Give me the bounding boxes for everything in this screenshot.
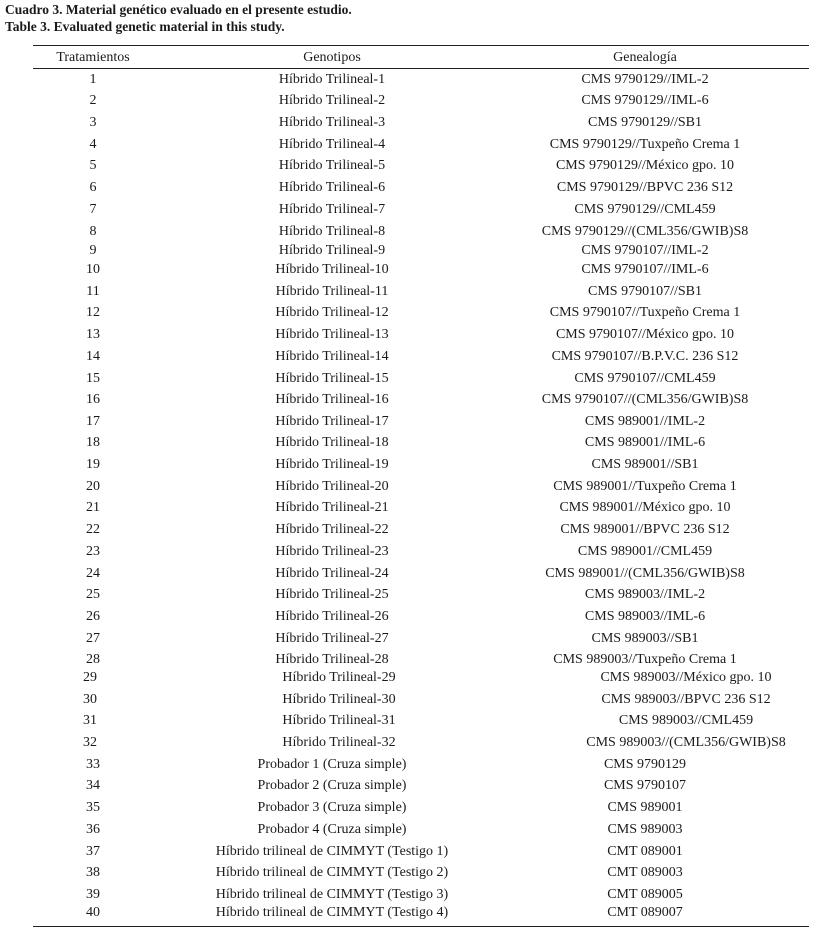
cell-tratamiento: 34 — [86, 778, 100, 793]
cell-genotipo: Híbrido Trilineal-18 — [275, 435, 389, 450]
cell-genealogia: CMS 9790107//México gpo. 10 — [555, 327, 735, 342]
cell-tratamiento: 16 — [86, 392, 100, 407]
cell-genotipo: Híbrido Trilineal-14 — [275, 349, 389, 364]
cell-genealogia: CMS 989003//SB1 — [591, 631, 699, 646]
cell-genotipo: Híbrido Trilineal-10 — [275, 262, 389, 277]
header-tratamientos: Tratamientos — [56, 50, 130, 65]
cell-genealogia: CMS 9790129//IML-6 — [581, 93, 709, 108]
cell-genotipo: Híbrido Trilineal-1 — [278, 72, 386, 87]
cell-genealogia: CMS 989001//México gpo. 10 — [559, 500, 731, 515]
cell-genotipo: Híbrido Trilineal-16 — [275, 392, 389, 407]
cell-genotipo: Híbrido Trilineal-22 — [275, 522, 389, 537]
cell-genotipo: Híbrido Trilineal-5 — [278, 158, 386, 173]
cell-tratamiento: 32 — [83, 735, 97, 750]
cell-genotipo: Híbrido Trilineal-17 — [275, 414, 389, 429]
cell-genotipo: Híbrido Trilineal-3 — [278, 115, 386, 130]
cell-tratamiento: 22 — [86, 522, 100, 537]
cell-genotipo: Híbrido Trilineal-30 — [282, 692, 396, 707]
cell-genealogia: CMS 989003//Tuxpeño Crema 1 — [553, 652, 737, 667]
cell-tratamiento: 40 — [86, 905, 100, 920]
cell-tratamiento: 13 — [86, 327, 100, 342]
header-genotipos: Genotipos — [303, 50, 361, 65]
cell-genealogia: CMS 9790107//CML459 — [574, 371, 716, 386]
cell-genealogia: CMT 089005 — [607, 887, 683, 902]
cell-genotipo: Híbrido trilineal de CIMMYT (Testigo 3) — [215, 887, 449, 902]
cell-tratamiento: 10 — [86, 262, 100, 277]
cell-genotipo: Híbrido Trilineal-27 — [275, 631, 389, 646]
cell-genealogia: CMT 089007 — [607, 905, 683, 920]
cell-genotipo: Híbrido Trilineal-7 — [278, 202, 386, 217]
cell-genotipo: Híbrido Trilineal-19 — [275, 457, 389, 472]
cell-genealogia: CMS 9790107//IML-2 — [581, 243, 709, 258]
cell-genealogia: CMS 989001//IML-6 — [584, 435, 706, 450]
cell-tratamiento: 37 — [86, 844, 100, 859]
cell-genealogia: CMS 989003//IML-6 — [584, 609, 706, 624]
cell-genealogia: CMS 989001//SB1 — [591, 457, 699, 472]
cell-genotipo: Híbrido Trilineal-24 — [275, 566, 389, 581]
cell-tratamiento: 25 — [86, 587, 100, 602]
cell-tratamiento: 35 — [86, 800, 100, 815]
cell-tratamiento: 7 — [89, 202, 97, 217]
cell-genealogia: CMS 989001//BPVC 236 S12 — [560, 522, 730, 537]
cell-genealogia: CMS 9790129//(CML356/GWIB)S8 — [541, 224, 749, 239]
cell-genealogia: CMS 9790129//BPVC 236 S12 — [556, 180, 734, 195]
cell-genotipo: Híbrido Trilineal-21 — [275, 500, 389, 515]
cell-genealogia: CMS 9790129 — [603, 757, 687, 772]
caption-english: Table 3. Evaluated genetic material in this study. — [5, 19, 285, 34]
cell-genotipo: Híbrido trilineal de CIMMYT (Testigo 4) — [215, 905, 449, 920]
cell-genotipo: Probador 3 (Cruza simple) — [257, 800, 407, 815]
cell-genealogia: CMS 989003//CML459 — [618, 713, 754, 728]
cell-tratamiento: 28 — [86, 652, 100, 667]
cell-genotipo: Híbrido Trilineal-9 — [278, 243, 386, 258]
cell-genotipo: Híbrido trilineal de CIMMYT (Testigo 2) — [215, 865, 449, 880]
cell-tratamiento: 8 — [89, 224, 97, 239]
table-bottom-rule — [33, 926, 809, 927]
cell-genealogia: CMS 9790107//B.P.V.C. 236 S12 — [551, 349, 739, 364]
cell-genealogia: CMT 089001 — [607, 844, 683, 859]
cell-tratamiento: 12 — [86, 305, 100, 320]
cell-tratamiento: 14 — [86, 349, 100, 364]
caption-spanish: Cuadro 3. Material genético evaluado en el presente estudio. — [5, 2, 352, 17]
cell-tratamiento: 2 — [89, 93, 97, 108]
cell-tratamiento: 33 — [86, 757, 100, 772]
cell-genotipo: Híbrido Trilineal-2 — [278, 93, 386, 108]
cell-genotipo: Híbrido Trilineal-29 — [282, 670, 396, 685]
cell-genealogia: CMS 989003//México gpo. 10 — [600, 670, 772, 685]
cell-genotipo: Híbrido Trilineal-32 — [282, 735, 396, 750]
cell-tratamiento: 18 — [86, 435, 100, 450]
cell-tratamiento: 23 — [86, 544, 100, 559]
table-top-rule — [33, 45, 809, 46]
cell-tratamiento: 21 — [86, 500, 100, 515]
cell-genotipo: Híbrido Trilineal-13 — [275, 327, 389, 342]
cell-genealogia: CMS 989003//BPVC 236 S12 — [601, 692, 771, 707]
cell-genotipo: Híbrido Trilineal-15 — [275, 371, 389, 386]
cell-genotipo: Híbrido Trilineal-12 — [275, 305, 389, 320]
cell-genealogia: CMS 9790107//SB1 — [588, 284, 702, 299]
cell-genotipo: Híbrido Trilineal-8 — [278, 224, 386, 239]
cell-genotipo: Híbrido Trilineal-11 — [275, 284, 389, 299]
cell-genotipo: Híbrido Trilineal-26 — [275, 609, 389, 624]
cell-genealogia: CMS 9790129//SB1 — [588, 115, 702, 130]
cell-tratamiento: 5 — [89, 158, 97, 173]
cell-genealogia: CMS 989001//CML459 — [577, 544, 713, 559]
cell-genealogia: CMS 989003 — [607, 822, 683, 837]
cell-tratamiento: 31 — [83, 713, 97, 728]
cell-tratamiento: 4 — [89, 137, 97, 152]
cell-genealogia: CMS 9790107//Tuxpeño Crema 1 — [549, 305, 741, 320]
cell-genotipo: Híbrido Trilineal-4 — [278, 137, 386, 152]
cell-tratamiento: 38 — [86, 865, 100, 880]
cell-genotipo: Híbrido Trilineal-23 — [275, 544, 389, 559]
cell-genealogia: CMS 9790129//IML-2 — [581, 72, 709, 87]
cell-tratamiento: 39 — [86, 887, 100, 902]
cell-tratamiento: 17 — [86, 414, 100, 429]
cell-tratamiento: 15 — [86, 371, 100, 386]
header-genealogia: Genealogía — [613, 50, 677, 65]
cell-genealogia: CMS 989003//(CML356/GWIB)S8 — [586, 735, 786, 750]
cell-tratamiento: 6 — [89, 180, 97, 195]
table-header-rule — [33, 68, 809, 69]
cell-genotipo: Probador 1 (Cruza simple) — [257, 757, 407, 772]
cell-genotipo: Híbrido Trilineal-6 — [278, 180, 386, 195]
cell-tratamiento: 30 — [83, 692, 97, 707]
cell-genealogia: CMS 9790129//CML459 — [574, 202, 716, 217]
cell-genotipo: Probador 2 (Cruza simple) — [257, 778, 407, 793]
cell-tratamiento: 9 — [89, 243, 97, 258]
cell-tratamiento: 29 — [83, 670, 97, 685]
cell-tratamiento: 20 — [86, 479, 100, 494]
cell-tratamiento: 24 — [86, 566, 100, 581]
cell-genealogia: CMS 9790107//IML-6 — [581, 262, 709, 277]
cell-genealogia: CMS 989001//Tuxpeño Crema 1 — [553, 479, 737, 494]
cell-tratamiento: 27 — [86, 631, 100, 646]
cell-tratamiento: 1 — [89, 72, 97, 87]
cell-genealogia: CMS 9790129//Tuxpeño Crema 1 — [549, 137, 741, 152]
cell-genealogia: CMT 089003 — [607, 865, 683, 880]
cell-genotipo: Híbrido Trilineal-25 — [275, 587, 389, 602]
cell-genotipo: Híbrido Trilineal-31 — [282, 713, 396, 728]
cell-genealogia: CMS 989003//IML-2 — [584, 587, 706, 602]
cell-tratamiento: 26 — [86, 609, 100, 624]
cell-genotipo: Probador 4 (Cruza simple) — [257, 822, 407, 837]
cell-genotipo: Híbrido Trilineal-28 — [275, 652, 389, 667]
cell-tratamiento: 19 — [86, 457, 100, 472]
cell-tratamiento: 36 — [86, 822, 100, 837]
cell-genealogia: CMS 9790107//(CML356/GWIB)S8 — [541, 392, 749, 407]
cell-genealogia: CMS 989001//IML-2 — [584, 414, 706, 429]
cell-genealogia: CMS 9790129//México gpo. 10 — [555, 158, 735, 173]
cell-genotipo: Híbrido Trilineal-20 — [275, 479, 389, 494]
cell-genealogia: CMS 989001 — [607, 800, 683, 815]
cell-tratamiento: 11 — [86, 284, 100, 299]
cell-genotipo: Híbrido trilineal de CIMMYT (Testigo 1) — [215, 844, 449, 859]
cell-tratamiento: 3 — [89, 115, 97, 130]
cell-genealogia: CMS 989001//(CML356/GWIB)S8 — [545, 566, 745, 581]
cell-genealogia: CMS 9790107 — [603, 778, 687, 793]
